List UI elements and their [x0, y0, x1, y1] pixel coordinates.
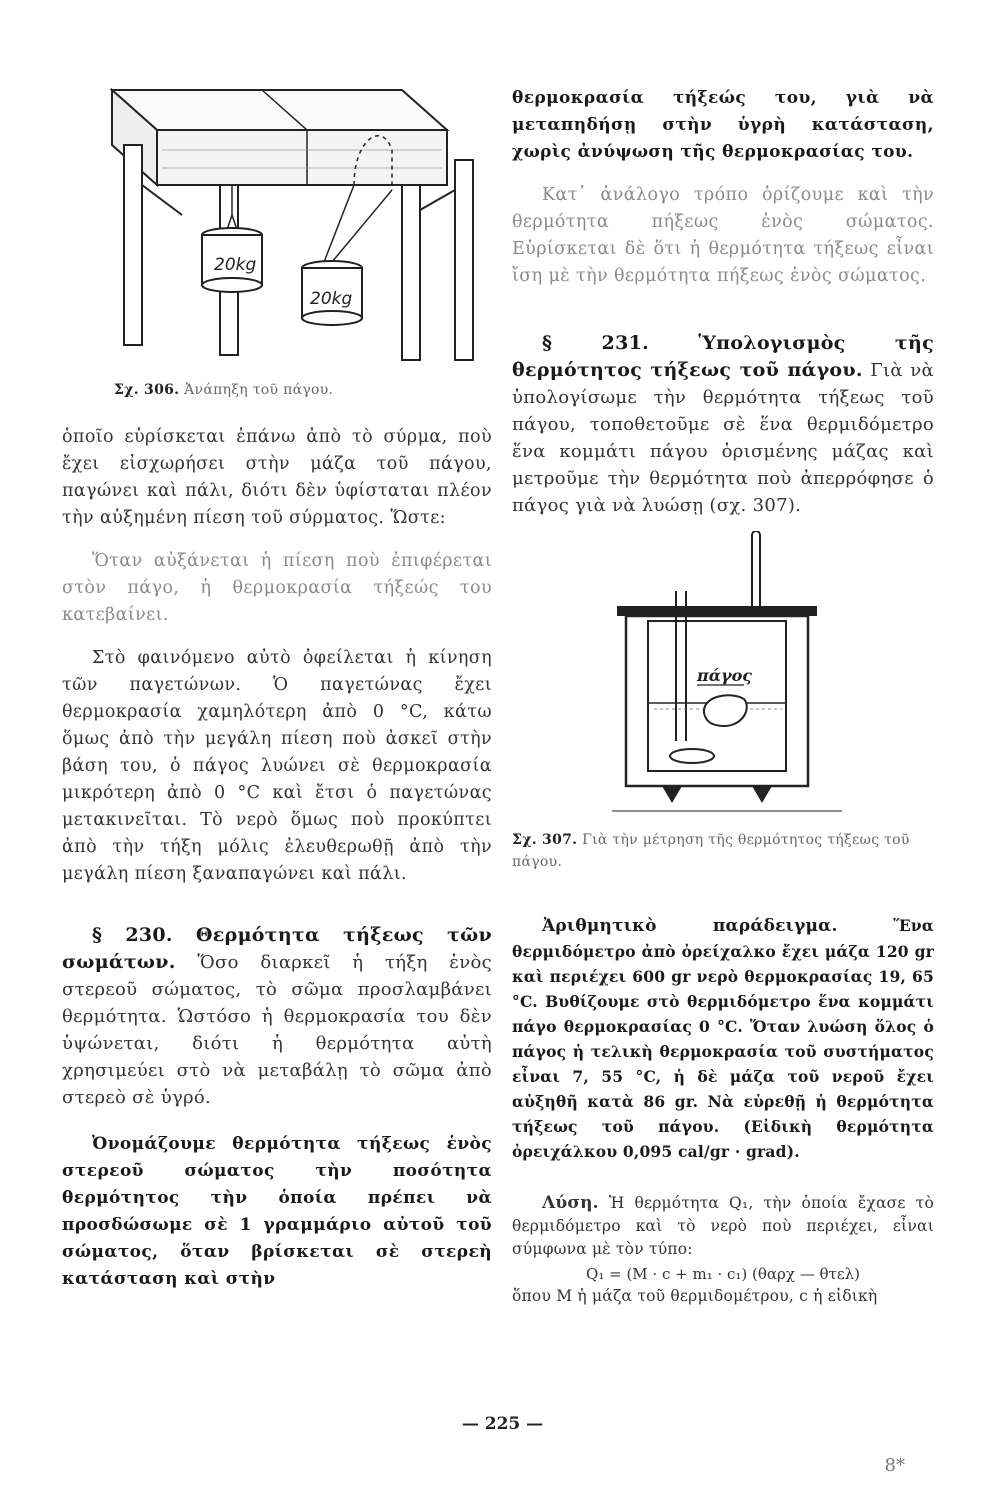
formula-q1: Q₁ = (M · c + m₁ · c₁) (θαρχ — θτελ)	[586, 1265, 860, 1283]
solution-text: Ἡ θερμότητα Q₁, τὴν ὁποία ἔχασε τὸ θερμιδόμετρο καὶ τὸ νερὸ ποὺ περιέχει, εἶναι σύμφωνα μὲ τὸν τύπο:	[512, 1194, 934, 1258]
solution-paragraph	[512, 1192, 934, 1261]
rule-pressure-melting: Ὅταν αὐξάνεται ἡ πίεση ποὺ ἐπιφέρεται στὸν πάγο, ἡ θερμοκρασία τήξεώς του κατεβαίνει.	[62, 551, 492, 625]
figure-306-ice-regelation	[102, 80, 482, 370]
figure-307-caption	[512, 829, 934, 873]
signature-mark: 8*	[884, 1455, 905, 1476]
paragraph-solidification: Κατ᾽ ἀνάλογο τρόπο ὁρίζουμε καὶ τὴν θερμότητα πήξεως ἑνὸς σώματος. Εὑρίσκεται δὲ ὅτι ἡ θερμότητα τήξεως εἶναι ἴση μὲ τὴν θερμότητα πήξεως ἑνὸς σώματος.	[512, 185, 934, 286]
definition-heat-of-fusion: Ὀνομάζουμε θερμότητα τήξεως ἑνὸς στερεοῦ σώματος τὴν ποσότητα θερμότητος τὴν ὁποία πρέπει νὰ προσδώσωμε σὲ 1 γραμμάριο αὐτοῦ τοῦ σώματος, ὅταν βρίσκεται σὲ στερεὴ κατάσταση καὶ στὴν	[62, 1134, 492, 1289]
definition-continued: θερμοκρασία τήξεώς του, γιὰ νὰ μεταπηδήσῃ στὴν ὑγρὴ κατάσταση, χωρὶς ἀνύψωση τῆς θερμοκρασίας του.	[512, 88, 934, 162]
left-column	[62, 80, 492, 1293]
right-column	[512, 85, 934, 1308]
figure-307-number: Σχ. 307.	[512, 832, 578, 848]
section-230-title: § 230. Θερμότητα τήξεως τῶν σωμάτων.	[62, 924, 492, 973]
figure-307-text: Γιὰ τὴν μέτρηση τῆς θερμότητος τήξεως τοῦ πάγου.	[512, 832, 910, 870]
section-230	[62, 922, 492, 1111]
section-231-title: § 231. Ὑπολογισμὸς τῆς θερμότητος τήξεως τοῦ πάγου.	[512, 332, 934, 381]
solution-label: Λύση.	[542, 1193, 599, 1213]
section-231	[512, 330, 934, 519]
paragraph-glaciers: Στὸ φαινόμενο αὐτὸ ὀφείλεται ἡ κίνηση τῶν παγετώνων. Ὁ παγετώνας ἔχει θερμοκρασία χαμηλότερη ἀπὸ 0 °C, κάτω ὅμως ἀπὸ τὴν μεγάλη πίεση ποὺ ἀσκεῖ στὴν βάση του, ὁ πάγος λυώνει σὲ θερμοκρασία μικρότερη ἀπὸ 0 °C καὶ ἔτσι ὁ παγετώνας μετακινεῖται. Τὸ νερὸ ὅμως ποὺ προκύπτει ἀπὸ τὴν τήξη μόλις ἐλευθερωθῇ ἀπὸ τὴν μεγάλη πίεση ξαναπαγώνει καὶ πάλι.	[62, 648, 492, 884]
figure-306-text: Ἀνάπηξη τοῦ πάγου.	[184, 382, 334, 398]
paragraph-regelation: ὁποῖο εὑρίσκεται ἐπάνω ἀπὸ τὸ σύρμα, ποὺ ἔχει εἰσχωρήσει στὴν μάζα τοῦ πάγου, παγώνει καὶ πάλι, διότι δὲν ὑφίσταται πλέον τὴν αὐξημένη πίεση τοῦ σύρματος. Ὥστε:	[62, 427, 492, 528]
numeric-example	[512, 913, 934, 1164]
section-230-text: Ὅσο διαρκεῖ ἡ τήξη ἑνὸς στερεοῦ σώματος, τὸ σῶμα προσλαμβάνει θερμότητα. Ὡστόσο ἡ θερμοκρασία του δὲν ὑψώνεται, διότι ἡ θερμότητα αὐτὴ χρησιμεύει στὸ νὰ μεταβάλῃ τὸ σῶμα ἀπὸ στερεὸ σὲ ὑγρό.	[62, 952, 492, 1108]
page-number: — 225 —	[461, 1414, 544, 1434]
weight-label-a: 20kg	[214, 255, 257, 275]
figure-307-calorimeter	[612, 531, 842, 821]
ice-label: πάγος	[697, 666, 752, 685]
numeric-example-title: Ἀριθμητικὸ παράδειγμα.	[542, 916, 838, 936]
solution-continued: ὅπου M ἡ μάζα τοῦ θερμιδομέτρου, c ἡ εἰδικὴ	[512, 1287, 878, 1305]
numeric-example-text: Ἕνα θερμιδόμετρο ἀπὸ ὀρείχαλκο ἔχει μάζα 120 gr καὶ περιέχει 600 gr νερὸ θερμοκρασίας 19, 65 °C. Βυθίζουμε στὸ θερμιδόμετρο ἕνα κομμάτι πάγο θερμοκρασίας 0 °C. Ὅταν λυώση ὅλος ὁ πάγος ἡ τελικὴ θερμοκρασία τοῦ συστήματος εἶναι 7, 55 °C, ἡ δὲ μάζα τοῦ νεροῦ ἔχει αὐξηθῆ κατὰ 86 gr. Νὰ εὑρεθῇ ἡ θερμότητα τήξεως τοῦ πάγου. (Εἰδικὴ θερμότητα ὀρειχάλκου 0,095 cal/gr · grad).	[512, 916, 934, 1161]
figure-306-caption	[114, 382, 492, 398]
figure-306-number: Σχ. 306.	[114, 382, 180, 398]
weight-label-b: 20kg	[310, 289, 353, 309]
section-231-text: Γιὰ νὰ ὑπολογίσωμε τὴν θερμότητα τήξεως τοῦ πάγου, τοποθετοῦμε σὲ ἕνα θερμιδόμετρο ἕνα κομμάτι πάγου ὁρισμένης μάζας καὶ μετροῦμε τὴν θερμότητα ποὺ ἀπερρόφησε ὁ πάγος γιὰ νὰ λυώσῃ (σχ. 307).	[512, 360, 934, 516]
